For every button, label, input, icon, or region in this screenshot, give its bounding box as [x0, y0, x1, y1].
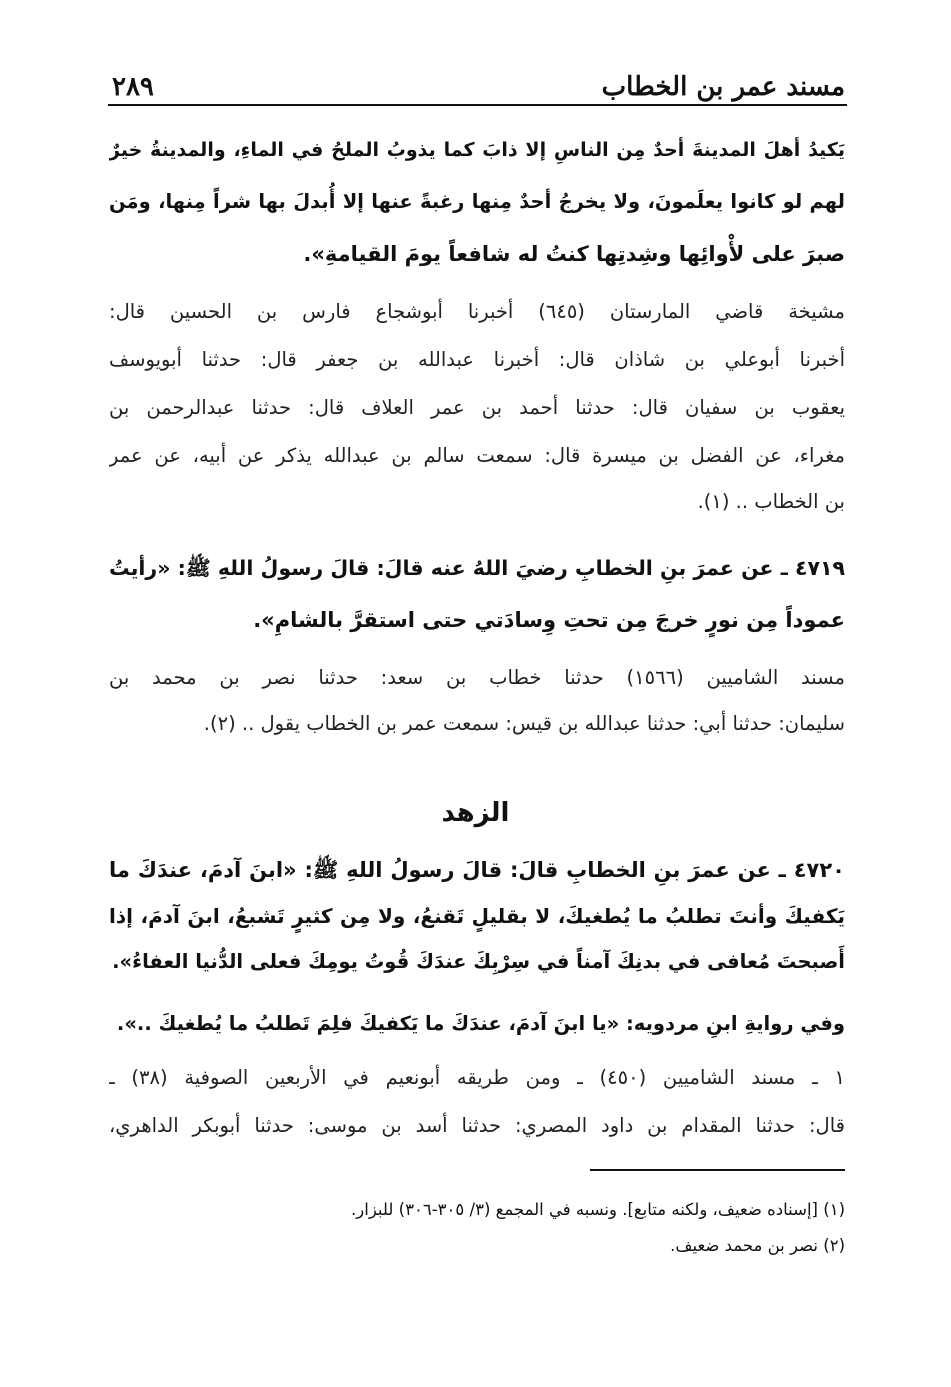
footnote: (١) [إسناده ضعيف، ولكنه متابع]. ونسبه في المجمع (٣/ ٣٠٥-٣٠٦) للبزار.: [351, 1200, 845, 1219]
isnad-line: سليمان: حدثنا أبي: حدثنا عبدالله بن قيس: سمعت عمر بن الخطاب يقول .. (٢).: [203, 712, 845, 735]
footnote: (٢) نصر بن محمد ضعيف.: [670, 1236, 845, 1255]
isnad-line: أخبرنا أبوعلي بن شاذان قال: أخبرنا عبدالله بن جعفر قال: حدثنا أبويوسف: [109, 348, 845, 371]
hadith-4720-line: أَصبحتَ مُعافى في بدنِكَ آمناً في سِرْبِكَ عندَكَ قُوتُ يومِكَ فعلى الدُّنيا العفاءُ».: [112, 950, 845, 973]
section-title: الزهد: [441, 798, 510, 828]
page-number: ٢٨٩: [112, 72, 154, 102]
isnad-line: يعقوب بن سفيان قال: حدثنا أحمد بن عمر العلاف قال: حدثنا عبدالرحمن بن: [109, 396, 845, 419]
riwaya-line: وفي روايةِ ابنِ مردويه: «يا ابنَ آدمَ، عندَكَ ما يَكفيكَ فلِمَ تَطلبُ ما يُطغيكَ ..».: [116, 1012, 845, 1035]
isnad-line: قال: حدثنا المقدام بن داود المصري: حدثنا أسد بن موسى: حدثنا أبوبكر الداهري،: [109, 1114, 845, 1137]
hadith-4719-line: ٤٧١٩ ـ عن عمرَ بنِ الخطابِ رضيَ اللهُ عنه قالَ: قالَ رسولُ اللهِ ﷺ: «رأيتُ: [109, 556, 845, 580]
running-title: مسند عمر بن الخطاب: [601, 72, 845, 102]
isnad-line: مغراء، عن الفضل بن ميسرة قال: سمعت سالم بن عبدالله يذكر عن أبيه، عن عمر: [109, 444, 845, 467]
isnad-line: ١ ـ مسند الشاميين (٤٥٠) ـ ومن طريقه أبونعيم في الأربعين الصوفية (٣٨) ـ: [109, 1066, 845, 1089]
header-rule: [108, 104, 847, 106]
isnad-line: مشيخة قاضي المارستان (٦٤٥) أخبرنا أبوشجاع فارس بن الحسين قال:: [109, 300, 845, 323]
text-line: صبرَ على لأْوائِها وشِدتِها كنتُ له شافعاً يومَ القيامةِ».: [303, 242, 845, 266]
footnote-rule: [590, 1169, 845, 1171]
isnad-line: مسند الشاميين (١٥٦٦) حدثنا خطاب بن سعد: حدثنا نصر بن محمد بن: [109, 666, 845, 689]
hadith-4719-line: عموداً مِن نورٍ خرجَ مِن تحتِ وِسادَتي حتى استقرَّ بالشامِ».: [253, 608, 845, 632]
hadith-4720-line: ٤٧٢٠ ـ عن عمرَ بنِ الخطابِ قالَ: قالَ رسولُ اللهِ ﷺ: «ابنَ آدمَ، عندَكَ ما: [109, 858, 845, 882]
isnad-line: بن الخطاب .. (١).: [697, 490, 845, 513]
page-header: [112, 68, 845, 102]
hadith-4720-line: يَكفيكَ وأنتَ تطلبُ ما يُطغيكَ، لا بقليلٍ تَقنعُ، ولا مِن كثيرٍ تَشبعُ، ابنَ آدمَ، إذا: [109, 904, 845, 928]
text-line: يَكيدُ أهلَ المدينةَ أحدٌ مِن الناسِ إلا ذابَ كما يذوبُ الملحُ في الماءِ، والمدينةُ خيرٌ: [109, 139, 845, 161]
text-line: لهم لو كانوا يعلَمونَ، ولا يخرجُ أحدٌ مِنها رغبةً عنها إلا أُبدلَ بها شراً مِنها، ومَن: [109, 190, 845, 213]
